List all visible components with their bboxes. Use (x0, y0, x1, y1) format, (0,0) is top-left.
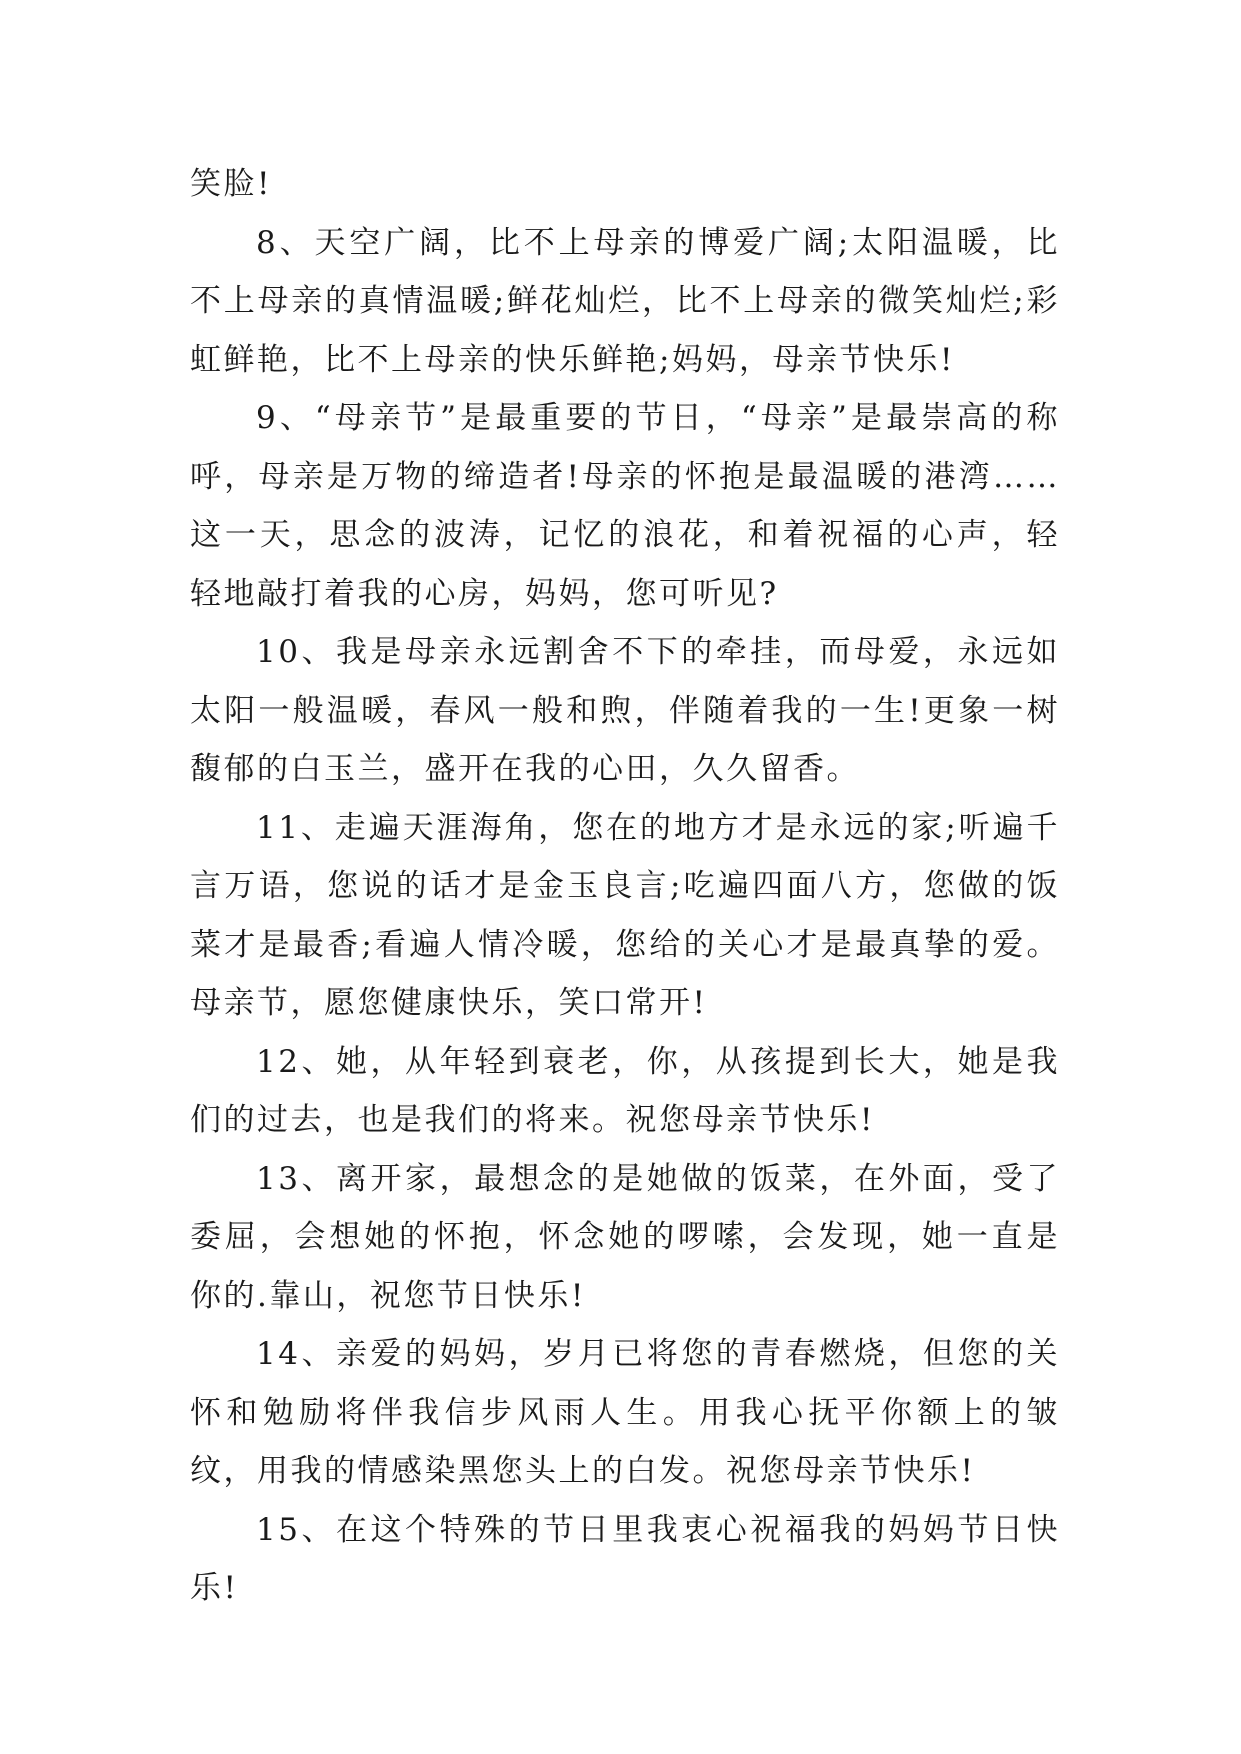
paragraph-item-9: 9、“母亲节”是最重要的节日，“母亲”是最崇高的称呼，母亲是万物的缔造者!母亲的怀抱是最温暖的港湾……这一天，思念的波涛，记忆的浪花，和着祝福的心声，轻轻地敲打着我的心房，妈妈，您可听见? (190, 400, 1060, 612)
paragraph-item-11: 11、走遍天涯海角，您在的地方才是永远的家;听遍千言万语，您说的话才是金玉良言;吃遍四面八方，您做的饭菜才是最香;看遍人情冷暖，您给的关心才是最真挚的爱。母亲节，愿您健康快乐，笑口常开! (190, 809, 1060, 1021)
paragraph-item-8: 8、天空广阔，比不上母亲的博爱广阔;太阳温暖，比不上母亲的真情温暖;鲜花灿烂，比不上母亲的微笑灿烂;彩虹鲜艳，比不上母亲的快乐鲜艳;妈妈，母亲节快乐! (190, 224, 1060, 378)
paragraph-item-10: 10、我是母亲永远割舍不下的牵挂，而母爱，永远如太阳一般温暖，春风一般和煦，伴随着我的一生!更象一树馥郁的白玉兰，盛开在我的心田，久久留香。 (190, 634, 1060, 787)
paragraph-item-13: 13、离开家，最想念的是她做的饭菜，在外面，受了委屈，会想她的怀抱，怀念她的啰嗦，会发现，她一直是你的.靠山，祝您节日快乐! (190, 1160, 1060, 1314)
document-page (190, 155, 1060, 1618)
paragraph-continuation: 笑脸! (190, 166, 272, 202)
paragraph-item-12: 12、她，从年轻到衰老，你，从孩提到长大，她是我们的过去，也是我们的将来。祝您母亲节快乐! (190, 1043, 1060, 1138)
paragraph-item-14: 14、亲爱的妈妈，岁月已将您的青春燃烧，但您的关怀和勉励将伴我信步风雨人生。用我心抚平你额上的皱纹，用我的情感染黑您头上的白发。祝您母亲节快乐! (190, 1336, 1060, 1489)
paragraph-item-15: 15、在这个特殊的节日里我衷心祝福我的妈妈节日快乐! (190, 1511, 1060, 1606)
